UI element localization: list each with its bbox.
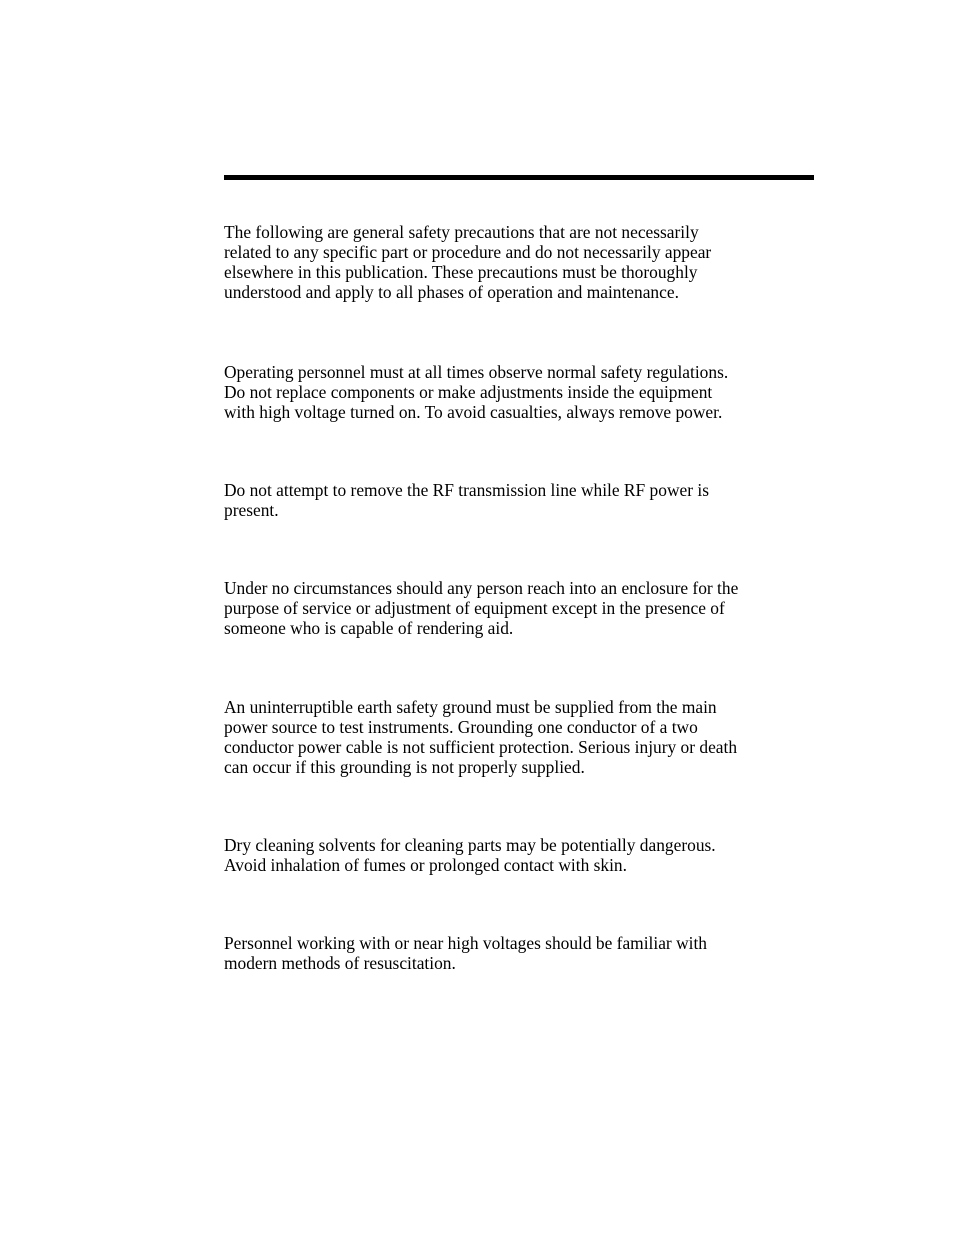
paragraph-enclosure-access: Under no circumstances should any person reach into an enclosure for the purpose of service or adjustment of equipment except in the presence of someone who is capable of rendering aid. <box>224 578 739 638</box>
paragraph-safety-regulations: Operating personnel must at all times observe normal safety regulations. Do not replace components or make adjustments inside the equipment with high voltage turned on. To avoid casualties, always remove power. <box>224 362 729 422</box>
paragraph-resuscitation: Personnel working with or near high voltages should be familiar with modern methods of resuscitation. <box>224 933 707 973</box>
paragraph-earth-ground: An uninterruptible earth safety ground must be supplied from the main power source to test instruments. Grounding one conductor of a two conductor power cable is not sufficient protection. Serious injury or death can occur if this grounding is not properly supplied. <box>224 697 738 777</box>
paragraph-general-precautions: The following are general safety precautions that are not necessarily related to any specific part or procedure and do not necessarily appear elsewhere in this publication. These precautions must be thoroughly understood and apply to all phases of operation and maintenance. <box>224 222 712 302</box>
paragraph-cleaning-solvents: Dry cleaning solvents for cleaning parts may be potentially dangerous. Avoid inhalation of fumes or prolonged contact with skin. <box>224 835 716 875</box>
paragraph-rf-transmission-line: Do not attempt to remove the RF transmission line while RF power is present. <box>224 480 709 520</box>
header-rule <box>224 175 814 180</box>
